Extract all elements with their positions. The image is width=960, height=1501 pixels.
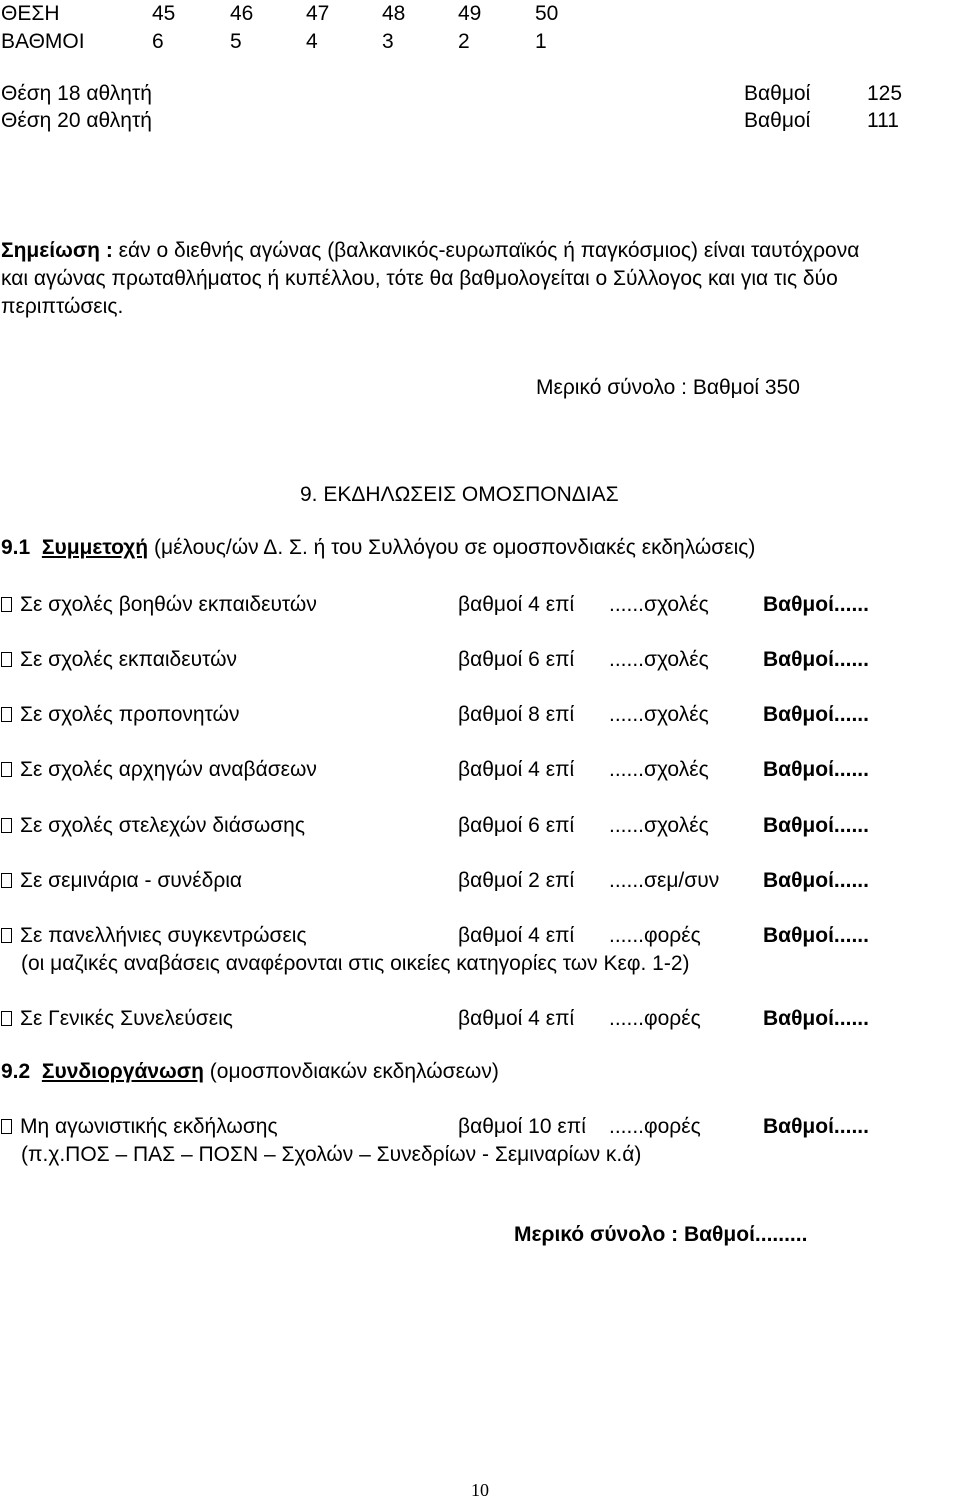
list-item: Σε σεμινάρια - συνέδρια [1, 870, 242, 891]
position-cell: 46 [230, 2, 254, 25]
item-score: Βαθμοί...... [763, 814, 869, 837]
subtotal-2: Μερικό σύνολο : Βαθμοί......... [514, 1223, 808, 1246]
checkbox-icon [1, 928, 12, 943]
checkbox-icon [1, 1011, 12, 1026]
position-cell: 48 [382, 2, 406, 25]
checkbox-icon [1, 1119, 12, 1134]
position-cell: 45 [152, 2, 176, 25]
item-score: Βαθμοί...... [763, 1007, 869, 1030]
list-item: Σε σχολές εκπαιδευτών [1, 649, 237, 670]
example-points-label: Βαθμοί [744, 82, 811, 105]
item-score: Βαθμοί...... [763, 593, 869, 616]
points-label: ΒΑΘΜΟΙ [1, 30, 85, 53]
item-unit: ......σχολές [609, 593, 709, 616]
item-rate: βαθμοί 8 επί [458, 703, 575, 726]
item-score: Βαθμοί...... [763, 924, 869, 947]
item-rate: βαθμοί 6 επί [458, 814, 575, 837]
checkbox-icon [1, 597, 12, 612]
item-rate: βαθμοί 2 επί [458, 869, 575, 892]
list-item: Σε Γενικές Συνελεύσεις [1, 1008, 233, 1029]
example-points-label: Βαθμοί [744, 109, 811, 132]
example-points: 111 [867, 109, 899, 132]
page-number: 10 [471, 1480, 489, 1500]
item-unit: ......φορές [609, 1115, 701, 1138]
item-rate: βαθμοί 10 επί [458, 1115, 586, 1138]
points-cell: 6 [152, 30, 164, 53]
list-item: Σε σχολές προπονητών [1, 704, 239, 725]
points-cell: 3 [382, 30, 394, 53]
list-item: Σε σχολές στελεχών διάσωσης [1, 815, 305, 836]
item-unit: ......σεμ/συν [609, 869, 720, 892]
item-rate: βαθμοί 4 επί [458, 758, 575, 781]
item-score: Βαθμοί...... [763, 648, 869, 671]
subsection-9-1-title: Συμμετοχή [41, 536, 149, 559]
list-item: Σε πανελλήνιες συγκεντρώσεις [1, 925, 307, 946]
item-unit: ......σχολές [609, 758, 709, 781]
note-line-2: και αγώνας πρωταθλήματος ή κυπέλλου, τότε θα βαθμολογείται ο Σύλλογος και για τις δύο [1, 267, 838, 290]
section-9-title: 9. ΕΚΔΗΛΩΣΕΙΣ ΟΜΟΣΠΟΝΔΙΑΣ [300, 483, 619, 506]
points-cell: 5 [230, 30, 242, 53]
example-label: Θέση 20 αθλητή [1, 109, 152, 132]
item-unit: ......σχολές [609, 814, 709, 837]
item-unit: ......σχολές [609, 703, 709, 726]
position-cell: 50 [535, 2, 559, 25]
item-score: Βαθμοί...... [763, 703, 869, 726]
note-line-3: περιπτώσεις. [1, 295, 124, 318]
note-label: Σημείωση : [1, 239, 113, 262]
list-item: Μη αγωνιστικής εκδήλωσης [1, 1116, 278, 1137]
list-item: Σε σχολές βοηθών εκπαιδευτών [1, 594, 317, 615]
item-score: Βαθμοί...... [763, 758, 869, 781]
position-cell: 49 [458, 2, 482, 25]
list-item: Σε σχολές αρχηγών αναβάσεων [1, 759, 317, 780]
subsection-9-2-heading: 9.2 Συνδιοργάνωση (ομοσπονδιακών εκδηλώσεων) [1, 1060, 499, 1083]
item-unit: ......φορές [609, 924, 701, 947]
position-label: ΘΕΣΗ [1, 2, 60, 25]
subsection-9-2-title: Συνδιοργάνωση [41, 1060, 204, 1083]
items-note: (οι μαζικές αναβάσεις αναφέρονται στις οικείες κατηγορίες των Κεφ. 1-2) [21, 952, 690, 975]
subtotal-1: Μερικό σύνολο : Βαθμοί 350 [536, 376, 800, 399]
item-rate: βαθμοί 4 επί [458, 924, 575, 947]
note-line-1: Σημείωση : εάν ο διεθνής αγώνας (βαλκανικός-ευρωπαϊκός ή παγκόσμιος) είναι ταυτόχρονα [1, 239, 860, 262]
item-score: Βαθμοί...... [763, 869, 869, 892]
position-cell: 47 [306, 2, 330, 25]
points-cell: 4 [306, 30, 318, 53]
example-label: Θέση 18 αθλητή [1, 82, 152, 105]
item-unit: ......σχολές [609, 648, 709, 671]
checkbox-icon [1, 873, 12, 888]
example-points: 125 [867, 82, 903, 105]
points-cell: 1 [535, 30, 547, 53]
item-rate: βαθμοί 6 επί [458, 648, 575, 671]
item-rate: βαθμοί 4 επί [458, 1007, 575, 1030]
item-score: Βαθμοί...... [763, 1115, 869, 1138]
noncomp-note: (π.χ.ΠΟΣ – ΠΑΣ – ΠΟΣΝ – Σχολών – Συνεδρίων - Σεμιναρίων κ.ά) [21, 1143, 642, 1166]
checkbox-icon [1, 762, 12, 777]
subsection-9-1-heading: 9.1 Συμμετοχή (μέλους/ών Δ. Σ. ή του Συλλόγου σε ομοσπονδιακές εκδηλώσεις) [1, 536, 756, 559]
checkbox-icon [1, 707, 12, 722]
checkbox-icon [1, 652, 12, 667]
points-cell: 2 [458, 30, 470, 53]
checkbox-icon [1, 818, 12, 833]
item-rate: βαθμοί 4 επί [458, 593, 575, 616]
item-unit: ......φορές [609, 1007, 701, 1030]
